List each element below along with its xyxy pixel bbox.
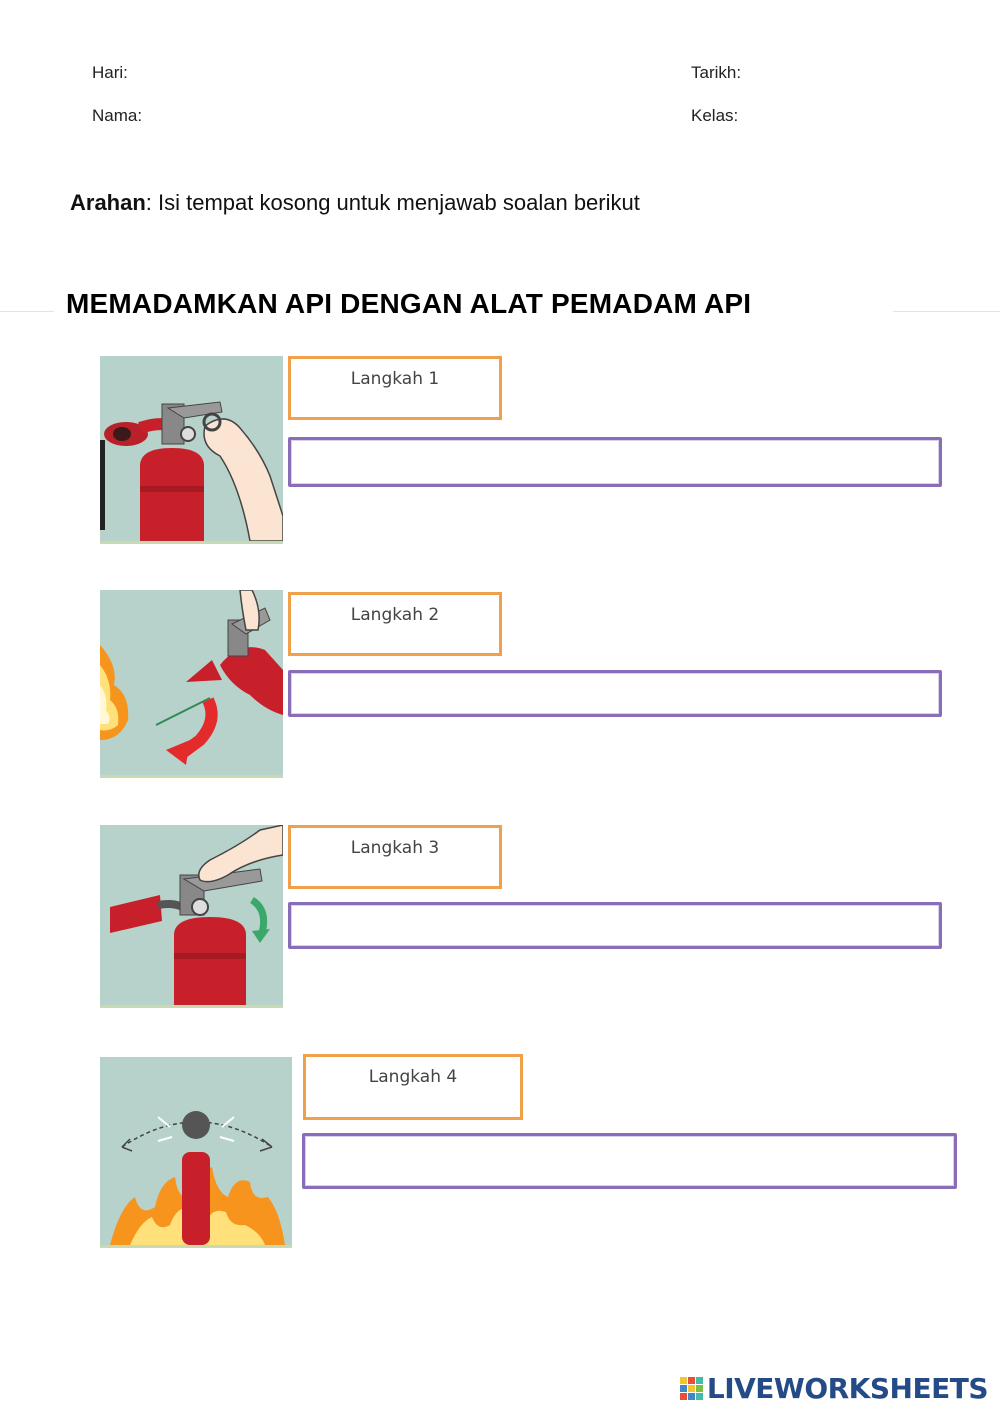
step-2-answer-input[interactable] <box>288 670 942 717</box>
step-2-label: Langkah 2 <box>288 592 502 656</box>
step-3-illustration <box>100 825 283 1008</box>
step-1-label: Langkah 1 <box>288 356 502 420</box>
fire-extinguisher-pull-pin-icon <box>100 356 283 541</box>
step-1-answer-input[interactable] <box>288 437 942 487</box>
title-rule-left <box>0 311 54 312</box>
step-4-answer-input[interactable] <box>302 1133 957 1189</box>
brand-name: LIVEWORKSHEETS <box>706 1372 988 1405</box>
step-1-illustration <box>100 356 283 544</box>
nama-label: Nama: <box>92 106 143 125</box>
liveworksheets-logo-icon <box>680 1377 703 1400</box>
step-4-illustration <box>100 1057 292 1248</box>
tarikh-label: Tarikh: <box>691 63 742 82</box>
step-3-answer-input[interactable] <box>288 902 942 949</box>
hari-label: Hari: <box>92 63 128 82</box>
fire-extinguisher-squeeze-handle-icon <box>100 825 283 1005</box>
fire-extinguisher-aim-base-icon <box>100 590 283 775</box>
directions-label: Arahan <box>70 190 146 215</box>
step-2-illustration <box>100 590 283 778</box>
step-4-label: Langkah 4 <box>303 1054 523 1120</box>
kelas-label: Kelas: <box>691 106 739 125</box>
step-3-label: Langkah 3 <box>288 825 502 889</box>
directions <box>70 190 640 216</box>
directions-text: : Isi tempat kosong untuk menjawab soalan berikut <box>145 190 640 215</box>
page-title: MEMADAMKAN API DENGAN ALAT PEMADAM API <box>66 288 752 319</box>
fire-extinguisher-sweep-icon <box>100 1057 292 1245</box>
title-rule-right <box>893 311 1000 312</box>
footer-brand <box>680 1372 988 1405</box>
